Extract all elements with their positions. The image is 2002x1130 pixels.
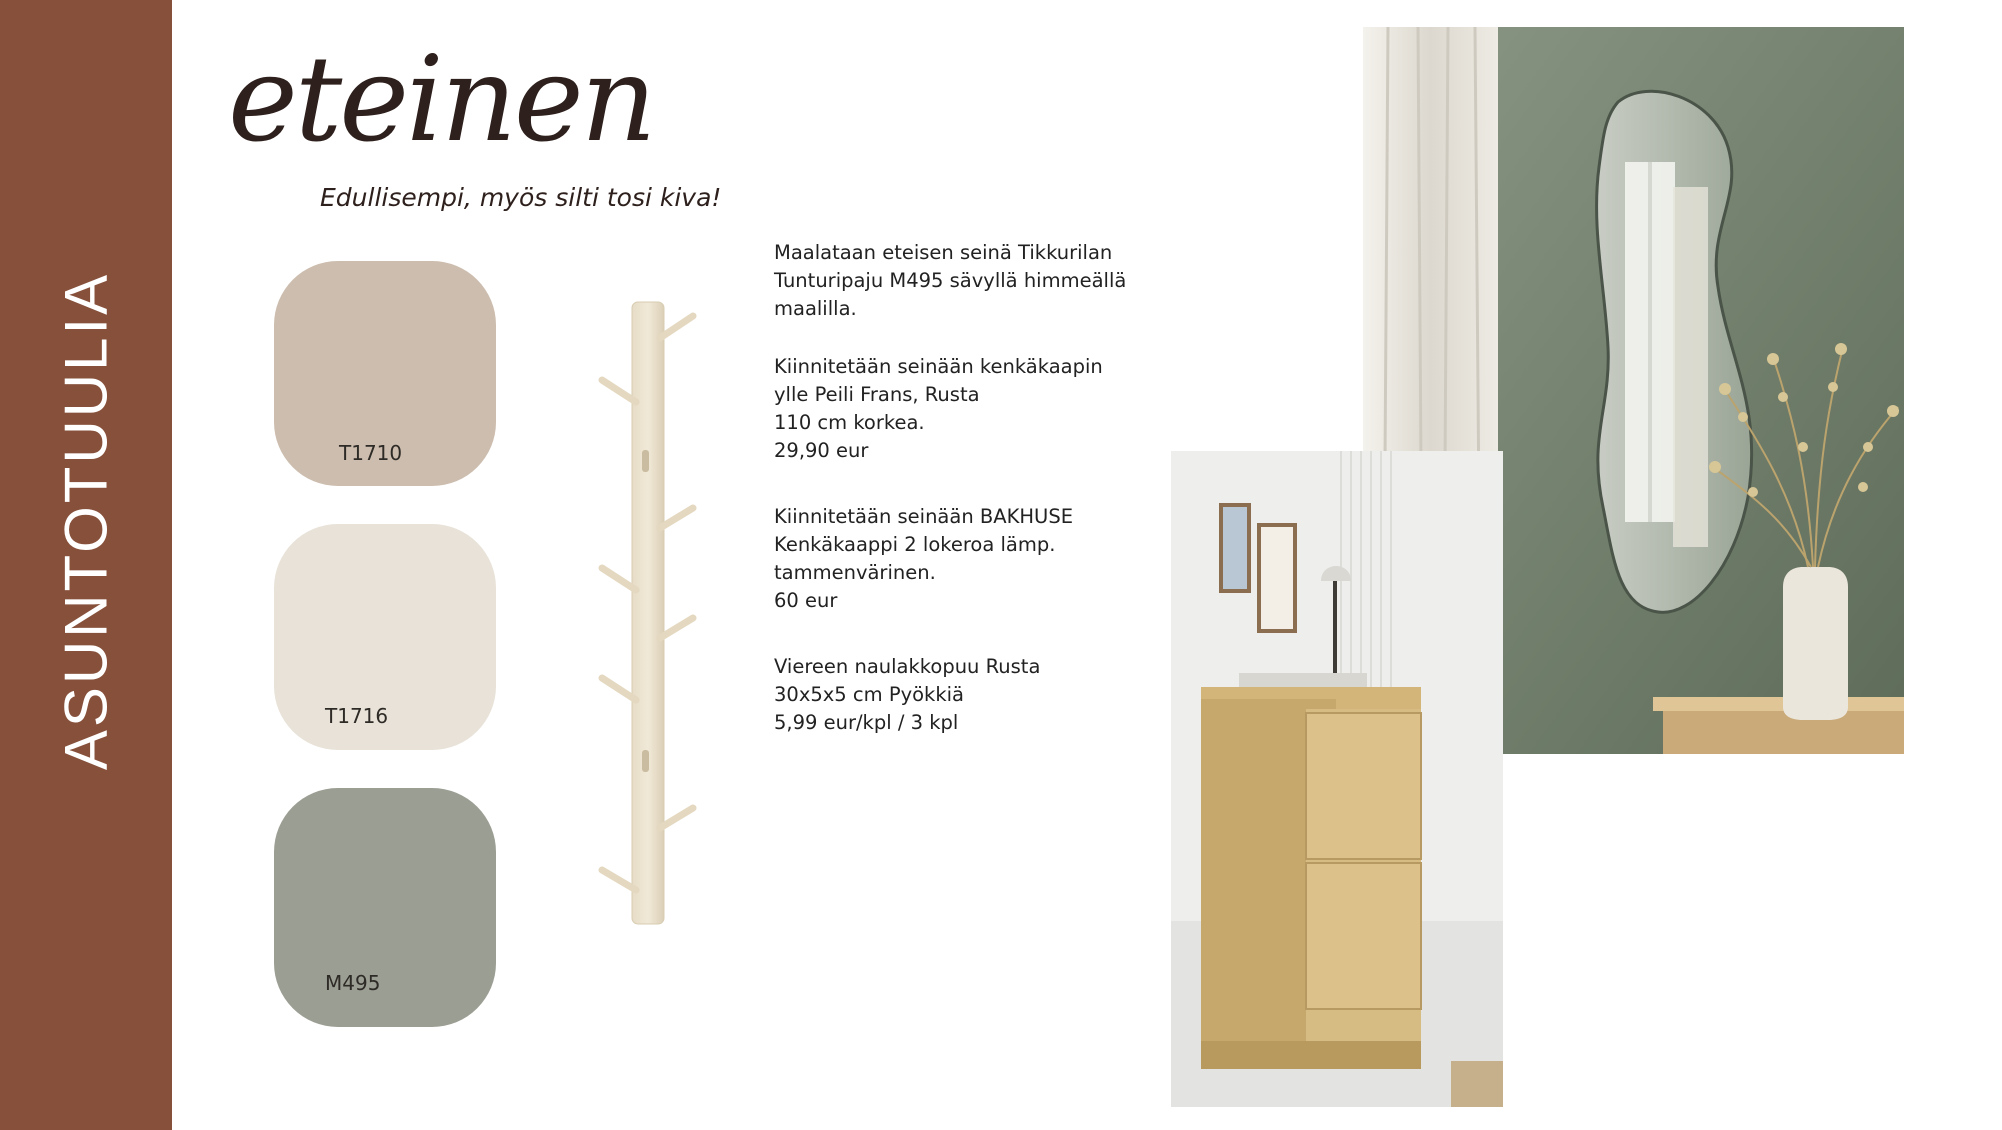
description-cabinet — [774, 503, 1154, 615]
brand-name: ASUNTOTUULIA — [52, 271, 120, 771]
description-line: 60 eur — [774, 589, 838, 612]
swatch-code-label: M495 — [325, 971, 381, 995]
shoe-cabinet-photo — [1171, 451, 1503, 1107]
swatch-code-label: T1710 — [339, 441, 403, 465]
description-line: Tunturipaju M495 sävyllä himmeällä — [774, 269, 1127, 292]
sidebar — [0, 0, 172, 1130]
description-paint — [774, 239, 1154, 323]
color-swatch-t1710 — [274, 261, 496, 486]
description-line: Viereen naulakkopuu Rusta — [774, 655, 1041, 678]
description-line: ylle Peili Frans, Rusta — [774, 383, 980, 406]
description-line: tammenvärinen. — [774, 561, 936, 584]
description-line: Kiinnitetään seinään kenkäkaapin — [774, 355, 1103, 378]
color-swatch-m495 — [274, 788, 496, 1027]
coat-rack-pole-icon — [590, 300, 710, 930]
page-subtitle: Edullisempi, myös silti tosi kiva! — [320, 183, 722, 212]
description-line: 110 cm korkea. — [774, 411, 925, 434]
description-mirror — [774, 353, 1154, 465]
description-line: 29,90 eur — [774, 439, 869, 462]
swatch-code-label: T1716 — [325, 704, 389, 728]
page-title: eteinen — [228, 30, 654, 168]
description-line: 5,99 eur/kpl / 3 kpl — [774, 711, 959, 734]
description-rack — [774, 653, 1154, 737]
description-line: Kiinnitetään seinään BAKHUSE — [774, 505, 1074, 528]
color-swatch-t1716 — [274, 524, 496, 750]
description-line: 30x5x5 cm Pyökkiä — [774, 683, 965, 706]
description-line: maalilla. — [774, 297, 857, 320]
description-line: Kenkäkaappi 2 lokeroa lämp. — [774, 533, 1056, 556]
description-line: Maalataan eteisen seinä Tikkurilan — [774, 241, 1113, 264]
